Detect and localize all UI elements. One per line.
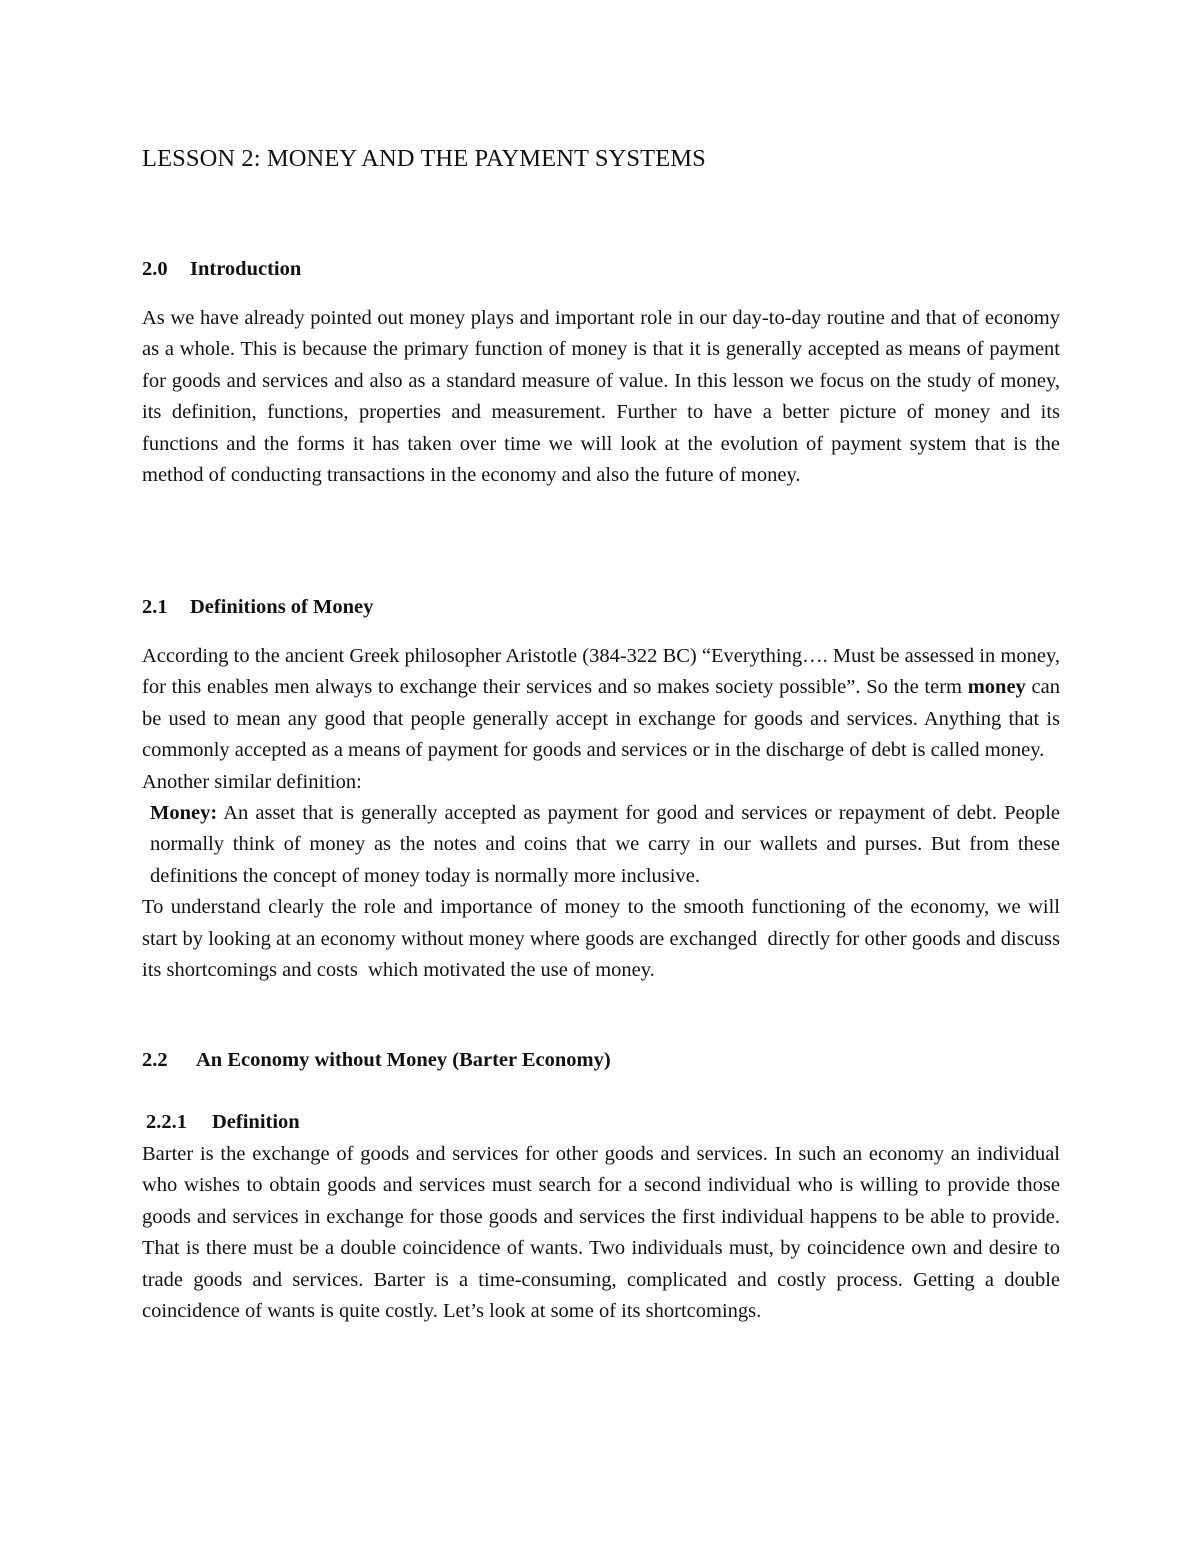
term-money-label: Money: <box>150 802 218 825</box>
section-number: 2.0 <box>142 258 168 280</box>
similar-definition-intro: Another similar definition: <box>142 770 362 793</box>
paragraph-text: Barter is the exchange of goods and services for other goods and services. In such an economy an individual who wishes to obtain goods and services must search for a second individual who is willing to provide those goods and services in exchange for those goods and services the first individual happens to be able to provide. That is there must be a double coincidence of wants. Two individuals must, by coincidence own and desire to trade goods and services. Barter is a time-consuming, complicated and costly process. Getting a double coincidence of wants is quite costly. Let’s look at some of its shortcomings. <box>142 1143 1071 1323</box>
section-title: Definitions of Money <box>190 596 374 618</box>
definitions-paragraph <box>142 641 1071 986</box>
paragraph-text: As we have already pointed out money plays and important role in our day-to-day routine and that of economy as a whole. This is because the primary function of money is that it is generally accepted as means of payment for goods and services and also as a standard measure of value. In this lesson we focus on the study of money, its definition, functions, properties and measurement. Further to have a better picture of money and its functions and the forms it has taken over time we will look at the evolution of payment system that is the method of conducting transactions in the economy and also the future of money. <box>142 307 1060 487</box>
section-heading-2-1 <box>142 593 1060 621</box>
text-run: An asset that is generally accepted as payment for good and services or repayment of debt. People normally think of money as the notes and coins that we carry in our wallets and purses. But from these definitions the concept of money today is normally more inclusive. <box>150 802 1060 887</box>
section-title: Introduction <box>190 258 302 280</box>
text-run: can be used to mean any good that people generally accept in exchange for goods and services. Anything that is commonly accepted as a means of payment for goods and services or in the discharge of debt is called money. <box>142 676 1061 762</box>
section-title: An Economy without Money (Barter Economy) <box>196 1049 611 1071</box>
section-number: 2.2 <box>142 1049 168 1071</box>
introduction-paragraph <box>142 303 1060 491</box>
money-asset-definition <box>142 798 1060 892</box>
aristotle-definition <box>142 641 1060 767</box>
section-title: Definition <box>212 1111 300 1133</box>
term-money: money <box>967 676 1026 699</box>
section-number: 2.1 <box>142 596 168 618</box>
section-heading-2-0 <box>142 255 1060 283</box>
section-heading-2-2-1 <box>142 1108 1064 1136</box>
text-run: According to the ancient Greek philosopher Aristotle (384-322 BC) “Everything…. Must be assessed in money, for this enables men always to exchange their services and so makes society possible”. So the term <box>142 645 1060 699</box>
lesson-title: LESSON 2: MONEY AND THE PAYMENT SYSTEMS <box>142 145 706 172</box>
barter-definition-paragraph <box>142 1139 1071 1327</box>
role-of-money-paragraph: To understand clearly the role and importance of money to the smooth functioning of the economy, we will start by looking at an economy without money where goods are exchanged directly for other goods and discuss its shortcomings and costs which motivated the use of money. <box>142 896 1071 982</box>
section-heading-2-2 <box>142 1046 1060 1074</box>
section-number: 2.2.1 <box>146 1111 187 1133</box>
